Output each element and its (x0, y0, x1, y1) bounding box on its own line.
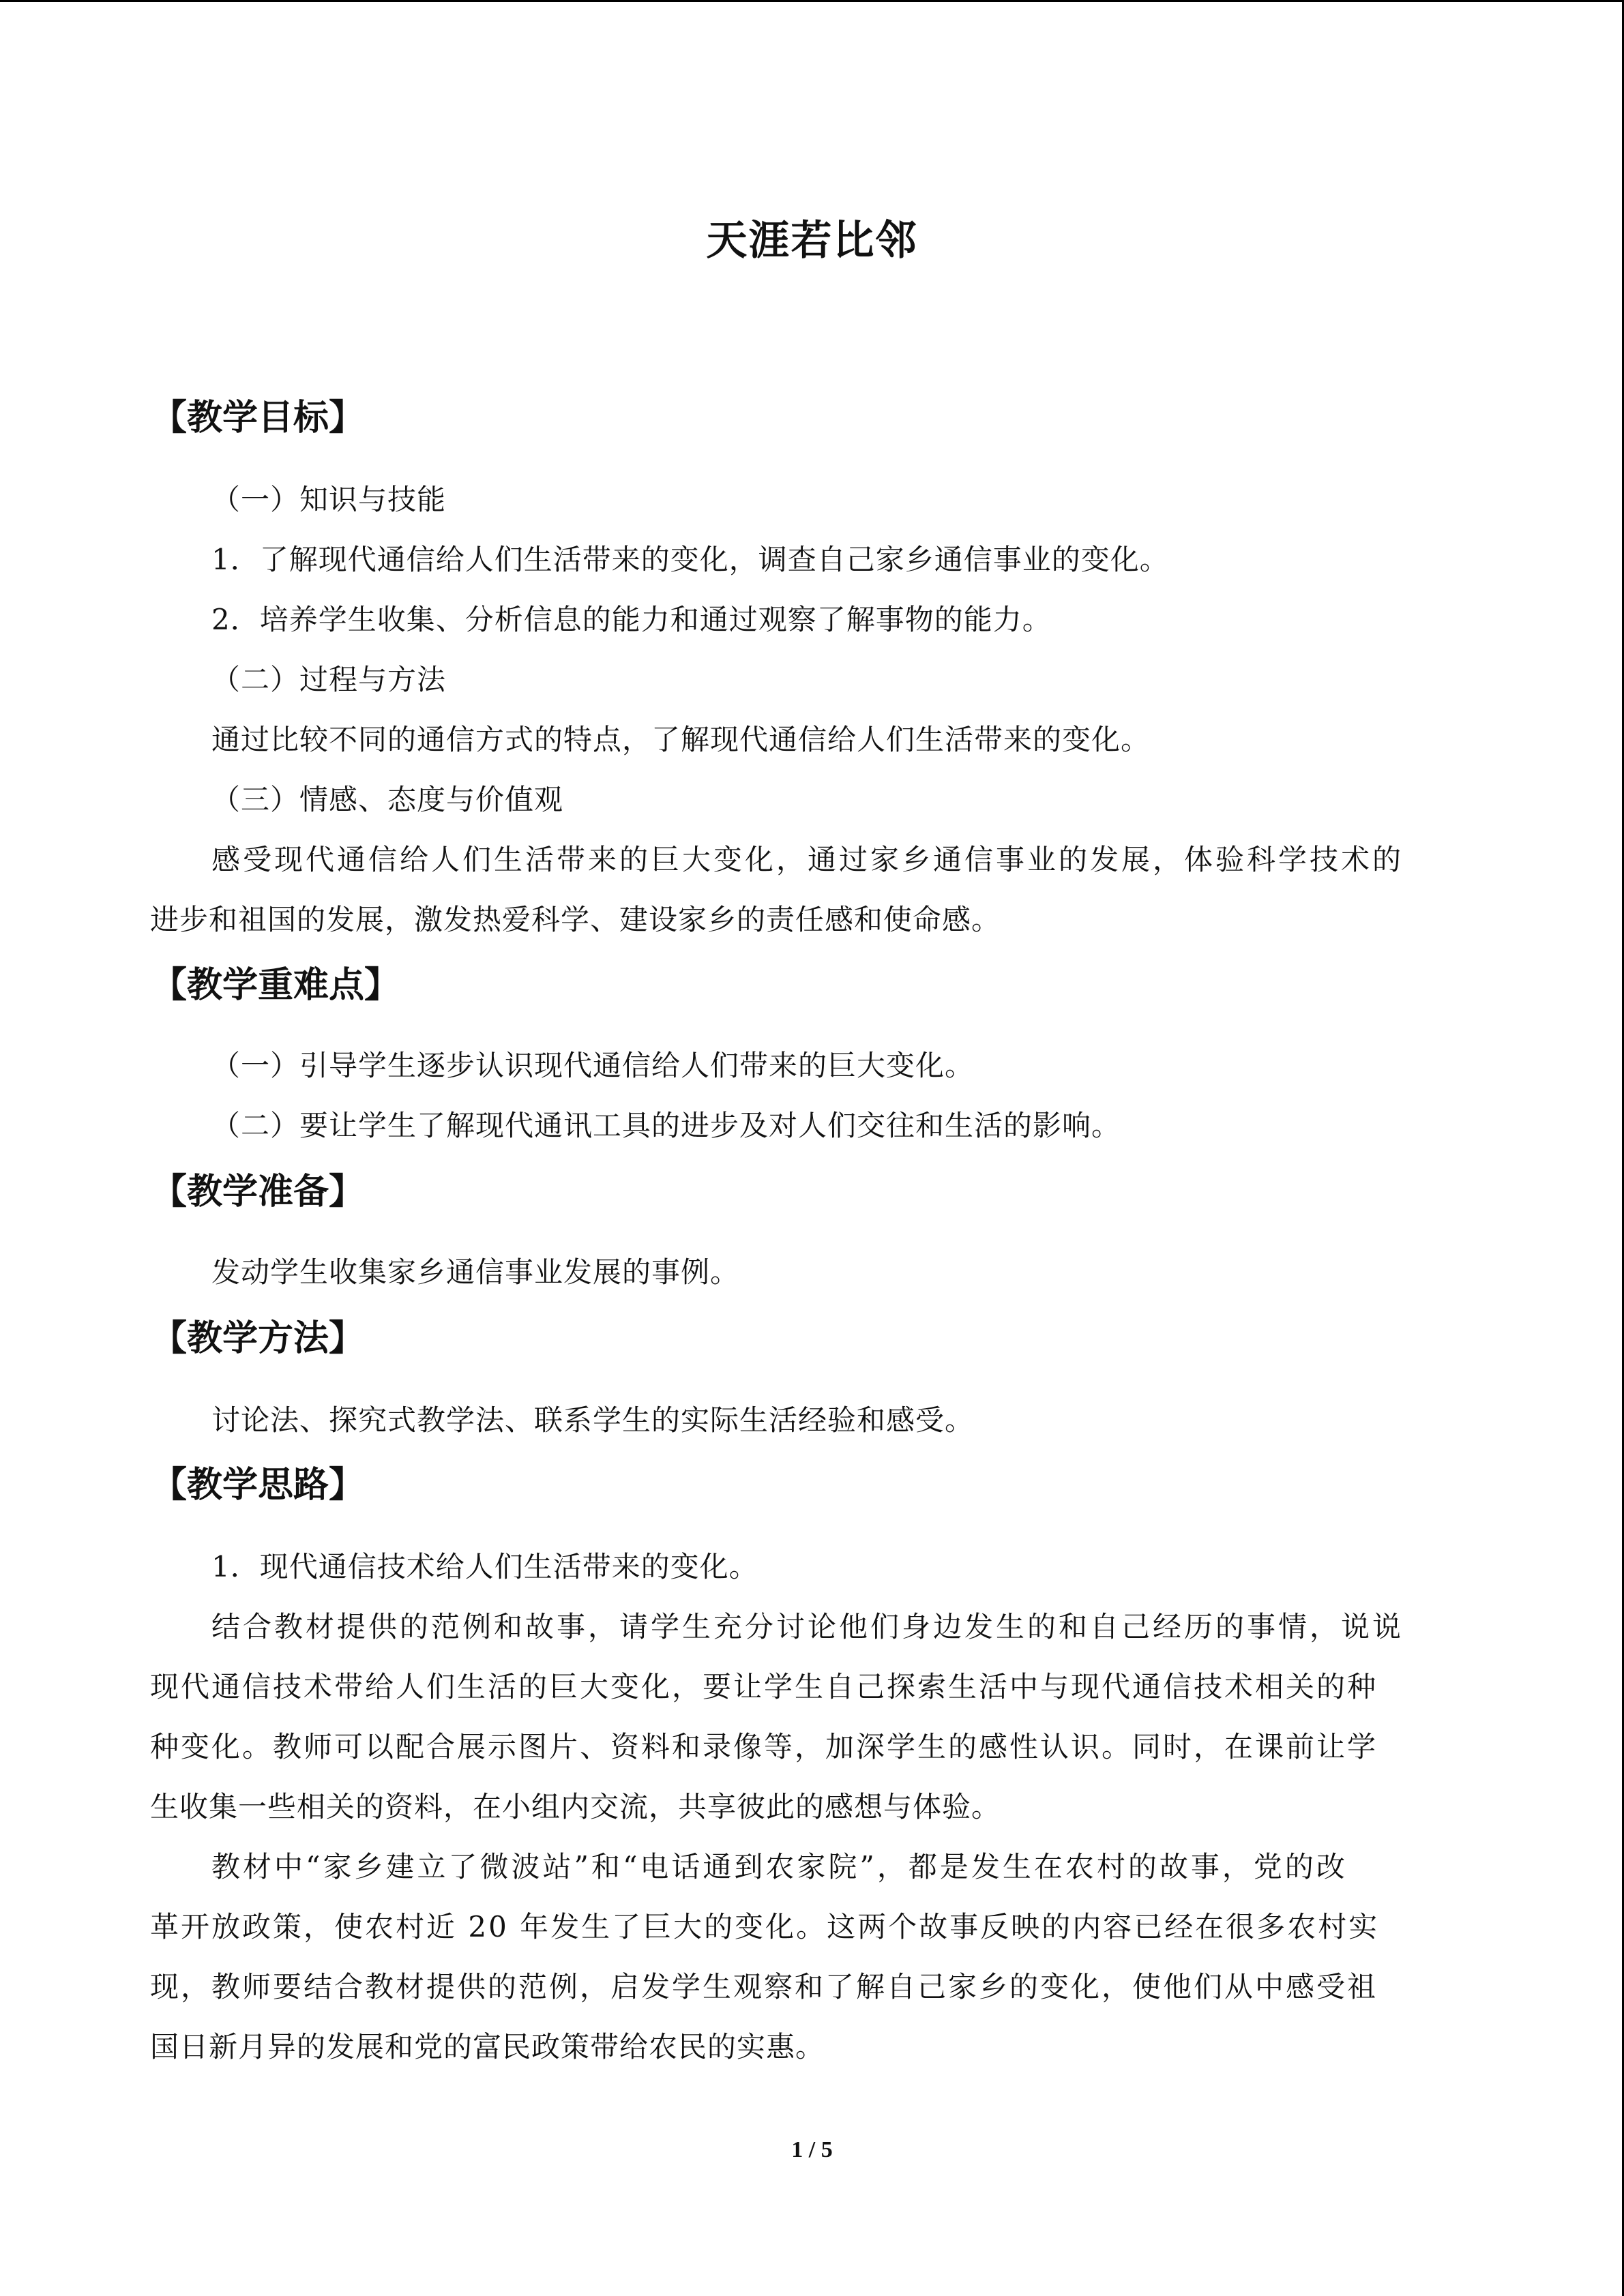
goals-paragraph2-line2: 进步和祖国的发展，激发热爱科学、建设家乡的责任感和使命感。 (150, 903, 1001, 936)
section-heading-keypoints: 【教学重难点】 (151, 965, 400, 1006)
section-heading-goals: 【教学目标】 (151, 398, 365, 438)
keypoints-item2: （二）要让学生了解现代通讯工具的进步及对人们交往和生活的影响。 (211, 1109, 1121, 1142)
methods-paragraph1: 讨论法、探究式教学法、联系学生的实际生活经验和感受。 (211, 1403, 975, 1437)
page-border-top (0, 0, 1624, 2)
goals-item2: 2．培养学生收集、分析信息的能力和通过观察了解事物的能力。 (211, 603, 1052, 636)
section-heading-preparation: 【教学准备】 (151, 1172, 365, 1212)
approach-item1: 1．现代通信技术给人们生活带来的变化。 (211, 1550, 758, 1583)
approach-paragraph1-line1: 结合教材提供的范例和故事，请学生充分讨论他们身边发生的和自己经历的事情，说说 (211, 1610, 1404, 1643)
keypoints-item1: （一）引导学生逐步认识现代通信给人们带来的巨大变化。 (211, 1049, 975, 1082)
approach-paragraph2-line1: 教材中“家乡建立了微波站”和“电话通到农家院”，都是发生在农村的故事，党的改 (211, 1850, 1348, 1883)
goals-paragraph1: 通过比较不同的通信方式的特点，了解现代通信给人们生活带来的变化。 (211, 723, 1151, 756)
approach-paragraph2-line3: 现，教师要结合教材提供的范例，启发学生观察和了解自己家乡的变化，使他们从中感受祖 (150, 1970, 1378, 2003)
goals-paragraph2-line1: 感受现代通信给人们生活带来的巨大变化，通过家乡通信事业的发展，体验科学技术的 (211, 843, 1404, 876)
preparation-paragraph1: 发动学生收集家乡通信事业发展的事例。 (211, 1255, 740, 1289)
approach-paragraph2-line2: 革开放政策，使农村近 20 年发生了巨大的变化。这两个故事反映的内容已经在很多农村实 (150, 1910, 1380, 1943)
goals-sub2: （二）过程与方法 (211, 663, 447, 696)
approach-paragraph1-line2: 现代通信技术带给人们生活的巨大变化，要让学生自己探索生活中与现代通信技术相关的种 (150, 1670, 1378, 1703)
page-number: 1 / 5 (791, 2137, 833, 2162)
approach-paragraph1-line4: 生收集一些相关的资料，在小组内交流，共享彼此的感想与体验。 (150, 1790, 1001, 1823)
approach-paragraph1-line3: 种变化。教师可以配合展示图片、资料和录像等，加深学生的感性认识。同时，在课前让学 (150, 1730, 1378, 1763)
goals-sub3: （三）情感、态度与价值观 (211, 783, 564, 816)
section-heading-approach: 【教学思路】 (151, 1465, 365, 1506)
goals-item1: 1．了解现代通信给人们生活带来的变化，调查自己家乡通信事业的变化。 (211, 543, 1169, 576)
document-title: 天涯若比邻 (706, 217, 918, 265)
section-heading-methods: 【教学方法】 (151, 1318, 365, 1359)
approach-paragraph2-line4: 国日新月异的发展和党的富民政策带给农民的实惠。 (150, 2030, 825, 2063)
goals-sub1: （一）知识与技能 (211, 483, 447, 516)
